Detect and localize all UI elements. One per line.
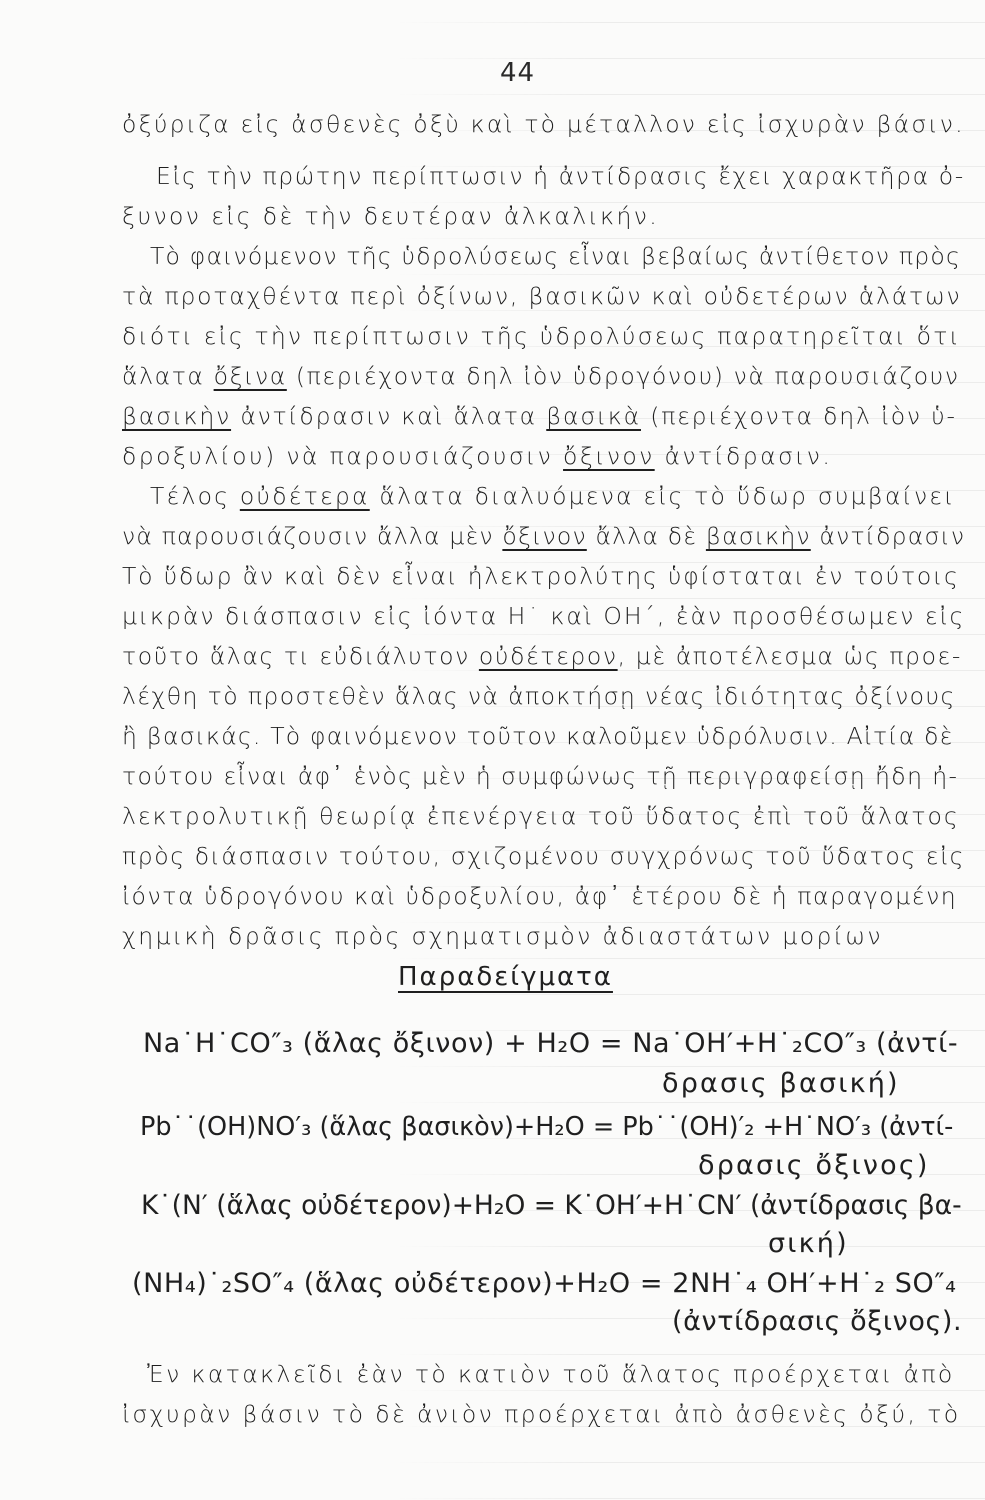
text-line-12: Τὸ ὕδωρ ἂν καὶ δὲν εἶναι ἠλεκτρολύτης ὑφίσταται ἐν τούτοις xyxy=(122,562,960,590)
text-segment: (περιέχοντα δηλ ἰὸν ὑ- xyxy=(640,402,957,430)
example-equation-1-cont: δρασις βασική) xyxy=(662,1068,900,1099)
text-segment: τοῦτο ἅλας τι εὐδιάλυτον xyxy=(122,642,479,670)
underlined-term: βασικὴν xyxy=(705,522,811,550)
text-segment: ἅλατα διαλυόμενα εἰς τὸ ὕδωρ συμβαίνει xyxy=(369,482,956,510)
text-segment: (περιέχοντα δηλ ἰὸν ὑδρογόνου) νὰ παρουσιάζουν xyxy=(286,362,960,390)
text-line-5: τὰ προταχθέντα περὶ ὀξίνων, βασικῶν καὶ οὐδετέρων ἁλάτων xyxy=(122,282,962,310)
example-equation-4: (NH₄)˙₂SO″₄ (ἅλας οὐδέτερον)+H₂O = 2NH˙₄ OH′+H˙₂ SO″₄ xyxy=(132,1268,957,1299)
page-number: 44 xyxy=(500,58,536,88)
example-equation-3: K˙(N′ (ἅλας οὐδέτερον)+H₂O = K˙OH′+H˙CN′ (ἀντίδρασις βα- xyxy=(141,1190,962,1221)
text-line-17: τούτου εἶναι ἀφ᾽ ἑνὸς μὲν ἡ συμφώνως τῇ περιγραφείσῃ ἤδη ἠ- xyxy=(122,762,959,790)
example-equation-2-cont: δρασις ὄξινος) xyxy=(698,1150,930,1181)
text-segment: νὰ παρουσιάζουσιν ἄλλα μὲν xyxy=(122,522,503,550)
text-segment: , μὲ ἀποτέλεσμα ὡς προε- xyxy=(617,642,962,670)
underlined-term: βασικὴν xyxy=(122,402,232,430)
text-line-10 xyxy=(150,482,956,510)
text-line-7 xyxy=(122,362,960,390)
text-line-20: ἰόντα ὑδρογόνου καὶ ὑδροξυλίου, ἀφ᾽ ἑτέρου δὲ ἡ παραγομένη xyxy=(122,882,958,910)
text-segment: ἀντίδρασιν. xyxy=(654,442,833,470)
underlined-term: ὄξινον xyxy=(563,442,655,470)
text-segment: Τέλος xyxy=(150,482,240,510)
text-line-13: μικρὰν διάσπασιν εἰς ἰόντα H˙ καὶ OH΄, ἐὰν προσθέσωμεν εἰς xyxy=(122,602,966,630)
closing-line-2: ἰσχυρὰν βάσιν τὸ δὲ ἀνιὸν προέρχεται ἀπὸ ἀσθενὲς ὀξύ, τὸ xyxy=(122,1400,961,1428)
text-line-11 xyxy=(122,522,965,550)
text-line-4: Τὸ φαινόμενον τῆς ὑδρολύσεως εἶναι βεβαίως ἀντίθετον πρὸς xyxy=(150,242,961,270)
underlined-term: ὄξινα xyxy=(213,362,287,390)
text-line-6: διότι εἰς τὴν περίπτωσιν τῆς ὑδρολύσεως παρατηρεῖται ὅτι xyxy=(122,322,961,350)
text-line-3: ξυνον εἰς δὲ τὴν δευτέραν ἀλκαλικήν. xyxy=(122,202,660,230)
closing-line-1: Ἐν κατακλεῖδι ἐὰν τὸ κατιὸν τοῦ ἅλατος προέρχεται ἀπὸ xyxy=(147,1360,955,1388)
text-segment: ἅλατα xyxy=(122,362,214,390)
text-segment: ἄλλα δὲ xyxy=(586,522,706,550)
text-line-14 xyxy=(122,642,962,670)
example-equation-1: Na˙H˙CO″₃ (ἅλας ὄξινον) + H₂O = Na˙OH′+H˙₂CO″₃ (ἀντί- xyxy=(143,1028,959,1059)
text-line-2: Εἰς τὴν πρώτην περίπτωσιν ἡ ἀντίδρασις ἔχει χαρακτῆρα ὀ- xyxy=(156,162,965,190)
underlined-term: ὄξινον xyxy=(502,522,587,550)
example-equation-3-cont: σική) xyxy=(768,1228,849,1259)
text-segment: ἀντίδρασιν xyxy=(810,522,966,550)
text-segment: δροξυλίου) νὰ παρουσιάζουσιν xyxy=(122,442,564,470)
text-line-19: πρὸς διάσπασιν τούτου, σχιζομένου συγχρόνως τοῦ ὕδατος εἰς xyxy=(122,842,966,870)
text-line-9 xyxy=(122,442,832,470)
underlined-term: οὐδέτερα xyxy=(239,482,370,510)
section-heading: Παραδείγματα xyxy=(398,962,613,992)
text-line-1: ὀξύριζα εἰς ἀσθενὲς ὀξὺ καὶ τὸ μέταλλον εἰς ἰσχυρὰν βάσιν. xyxy=(122,110,965,138)
example-equation-4-cont: (ἀντίδρασις ὄξινος). xyxy=(672,1306,963,1337)
example-equation-2: Pb˙˙(OH)NO′₃ (ἅλας βασικὸν)+H₂O = Pb˙˙(OH)′₂ +H˙NO′₃ (ἀντί- xyxy=(140,1112,954,1142)
text-line-15: λέχθη τὸ προστεθὲν ἅλας νὰ ἀποκτήσῃ νέας ἰδιότητας ὀξίνους xyxy=(122,682,956,710)
underlined-term: βασικὰ xyxy=(546,402,641,430)
underlined-term: οὐδέτερον xyxy=(478,642,618,670)
text-segment: ἀντίδρασιν καὶ ἅλατα xyxy=(231,402,547,430)
text-line-8 xyxy=(122,402,957,430)
text-line-21: χημικὴ δρᾶσις πρὸς σχηματισμὸν ἀδιαστάτων μορίων xyxy=(122,922,883,950)
text-line-16: ἢ βασικάς. Τὸ φαινόμενον τοῦτον καλοῦμεν ὑδρόλυσιν. Αἰτία δὲ xyxy=(122,722,954,750)
text-line-18: λεκτρολυτικῇ θεωρίᾳ ἐπενέργεια τοῦ ὕδατος ἐπὶ τοῦ ἅλατος xyxy=(122,802,960,830)
